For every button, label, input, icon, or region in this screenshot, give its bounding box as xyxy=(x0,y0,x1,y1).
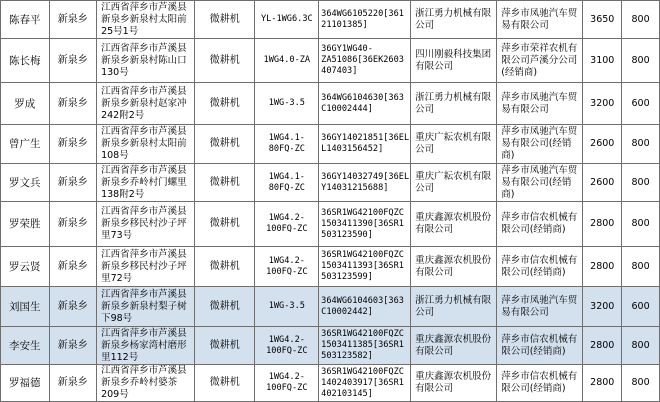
cell-maker: 浙江勇力机械有限公司 xyxy=(411,1,497,39)
cell-model: 1WG-3.5 xyxy=(255,287,319,327)
cell-type: 微耕机 xyxy=(195,247,255,287)
cell-name: 罗福德 xyxy=(1,365,50,402)
cell-maker: 重庆鑫源农机股份有限公司 xyxy=(411,202,497,247)
cell-subsidy: 800 xyxy=(622,1,660,39)
cell-dealer: 萍乡市凤驰汽车贸易有限公司 xyxy=(497,1,583,39)
cell-price: 2800 xyxy=(583,365,622,402)
cell-serial: 364WG6104630[363 C10002444] xyxy=(319,83,411,125)
table-row xyxy=(1,39,660,83)
cell-name: 罗云贤 xyxy=(1,247,50,287)
cell-dealer: 萍乡市荣祥农机有限公司芦溪分公司(经销商) xyxy=(497,39,583,83)
cell-subsidy: 800 xyxy=(622,164,660,202)
cell-subsidy: 800 xyxy=(622,247,660,287)
cell-address: 江西省萍乡市芦溪县新泉乡新泉村陈山口130号 xyxy=(97,39,195,83)
cell-name: 罗荣胜 xyxy=(1,202,50,247)
cell-model: 1WG4.0-ZA xyxy=(255,39,319,83)
cell-subsidy: 800 xyxy=(622,125,660,164)
cell-town: 新泉乡 xyxy=(49,327,97,365)
cell-serial: 36SR1WG42100FQZC 1503411393[36SR1 503123599] xyxy=(319,247,411,287)
cell-type: 微耕机 xyxy=(195,1,255,39)
cell-maker: 重庆鑫源农机股份有限公司 xyxy=(411,247,497,287)
cell-town: 新泉乡 xyxy=(49,202,97,247)
cell-price: 3650 xyxy=(583,1,622,39)
cell-type: 微耕机 xyxy=(195,365,255,402)
cell-town: 新泉乡 xyxy=(49,247,97,287)
cell-serial: 36SR1WG42100FQZC 1503411390[36SR1 503123590] xyxy=(319,202,411,247)
table-row xyxy=(1,247,660,287)
cell-subsidy: 600 xyxy=(622,287,660,327)
cell-serial: 364WG6105220[361 21101385] xyxy=(319,1,411,39)
cell-subsidy: 800 xyxy=(622,365,660,402)
cell-type: 微耕机 xyxy=(195,83,255,125)
table-row xyxy=(1,202,660,247)
cell-subsidy: 800 xyxy=(622,327,660,365)
cell-dealer: 萍乡市信农机械有限公司(经销商) xyxy=(497,202,583,247)
cell-dealer: 萍乡市凤驰汽车贸易有限公司(经销商) xyxy=(497,125,583,164)
cell-town: 新泉乡 xyxy=(49,83,97,125)
cell-dealer: 萍乡市信农机械有限公司(经销商) xyxy=(497,365,583,402)
cell-address: 江西省萍乡市芦溪县新泉乡新泉村梨子树下98号 xyxy=(97,287,195,327)
cell-address: 江西省萍乡市芦溪县新泉乡乔岭村婆茶209号 xyxy=(97,365,195,402)
table-row xyxy=(1,365,660,402)
cell-price: 3100 xyxy=(583,39,622,83)
cell-serial: 36SR1WG42100FQZC 1503411385[36SR1 503123582] xyxy=(319,327,411,365)
cell-price: 3200 xyxy=(583,83,622,125)
cell-dealer: 萍乡市信农机械有限公司(经销商) xyxy=(497,327,583,365)
cell-type: 微耕机 xyxy=(195,125,255,164)
cell-dealer: 萍乡市凤驰汽车贸易有限公司 xyxy=(497,287,583,327)
cell-address: 江西省萍乡市芦溪县新泉乡新泉村太阳前108号 xyxy=(97,125,195,164)
cell-town: 新泉乡 xyxy=(49,1,97,39)
cell-maker: 浙江勇力机械有限公司 xyxy=(411,287,497,327)
cell-model: 1WG4.2-100FQ-ZC xyxy=(255,365,319,402)
cell-maker: 重庆鑫源农机股份有限公司 xyxy=(411,327,497,365)
table-row xyxy=(1,83,660,125)
cell-address: 江西省萍乡市芦溪县新泉乡移民村沙子坪里73号 xyxy=(97,202,195,247)
cell-subsidy: 800 xyxy=(622,39,660,83)
cell-price: 2600 xyxy=(583,164,622,202)
cell-serial: 36SR1WG42100FQZC 1402403917[36SR1 402103145] xyxy=(319,365,411,402)
cell-address: 江西省萍乡市芦溪县新泉乡新泉村赵家冲242附2号 xyxy=(97,83,195,125)
cell-price: 2800 xyxy=(583,247,622,287)
table-row xyxy=(1,327,660,365)
cell-type: 微耕机 xyxy=(195,39,255,83)
cell-town: 新泉乡 xyxy=(49,125,97,164)
cell-price: 2600 xyxy=(583,125,622,164)
cell-serial: 36GY14032749[36EL Y14031215688] xyxy=(319,164,411,202)
cell-type: 微耕机 xyxy=(195,327,255,365)
cell-type: 微耕机 xyxy=(195,164,255,202)
cell-model: YL-1WG6.3C xyxy=(255,1,319,39)
cell-address: 江西省萍乡市芦溪县新泉乡杨家湾村磨形里112号 xyxy=(97,327,195,365)
cell-name: 陈春平 xyxy=(1,1,50,39)
cell-model: 1WG4.1-80FQ-ZC xyxy=(255,164,319,202)
cell-maker: 重庆广耘农机有限公司 xyxy=(411,164,497,202)
cell-subsidy: 600 xyxy=(622,83,660,125)
cell-price: 3200 xyxy=(583,287,622,327)
cell-serial: 364WG6104603[363 C10002442] xyxy=(319,287,411,327)
cell-dealer: 萍乡市凤驰汽车贸易有限公司(经销商) xyxy=(497,164,583,202)
cell-name: 李安生 xyxy=(1,327,50,365)
cell-model: 1WG4.2-100FQ-ZC xyxy=(255,202,319,247)
cell-dealer: 萍乡市凤驰汽车贸易有限公司 xyxy=(497,83,583,125)
cell-price: 2800 xyxy=(583,202,622,247)
cell-serial: 36GY1WG40-ZA51086[36EK2603 407403] xyxy=(319,39,411,83)
cell-type: 微耕机 xyxy=(195,202,255,247)
table-row xyxy=(1,164,660,202)
cell-town: 新泉乡 xyxy=(49,365,97,402)
cell-model: 1WG4.2-100FQ-ZC xyxy=(255,247,319,287)
cell-address: 江西省萍乡市芦溪县新泉乡乔岭村门螺里138附2号 xyxy=(97,164,195,202)
cell-maker: 重庆鑫源农机股份有限公司 xyxy=(411,365,497,402)
cell-model: 1WG4.1-80FQ-ZC xyxy=(255,125,319,164)
cell-name: 陈长梅 xyxy=(1,39,50,83)
cell-maker: 四川刚毅科技集团有限公司 xyxy=(411,39,497,83)
table-row xyxy=(1,287,660,327)
cell-name: 罗成 xyxy=(1,83,50,125)
cell-town: 新泉乡 xyxy=(49,39,97,83)
table-row xyxy=(1,125,660,164)
cell-town: 新泉乡 xyxy=(49,287,97,327)
cell-dealer: 萍乡市信农机械有限公司(经销商) xyxy=(497,247,583,287)
cell-address: 江西省萍乡市芦溪县新泉乡移民村沙子坪里72号 xyxy=(97,247,195,287)
cell-type: 微耕机 xyxy=(195,287,255,327)
cell-maker: 浙江勇力机械有限公司 xyxy=(411,83,497,125)
cell-model: 1WG-3.5 xyxy=(255,83,319,125)
cell-serial: 36GY14021851[36EL L1403156452] xyxy=(319,125,411,164)
cell-name: 罗文兵 xyxy=(1,164,50,202)
cell-name: 曾广生 xyxy=(1,125,50,164)
cell-address: 江西省萍乡市芦溪县新泉乡新泉村太阳前25号1号 xyxy=(97,1,195,39)
cell-price: 2800 xyxy=(583,327,622,365)
cell-subsidy: 800 xyxy=(622,202,660,247)
cell-model: 1WG4.2-100FQ-ZC xyxy=(255,327,319,365)
cell-maker: 重庆广耘农机有限公司 xyxy=(411,125,497,164)
table-row xyxy=(1,1,660,39)
cell-name: 刘国生 xyxy=(1,287,50,327)
cell-town: 新泉乡 xyxy=(49,164,97,202)
